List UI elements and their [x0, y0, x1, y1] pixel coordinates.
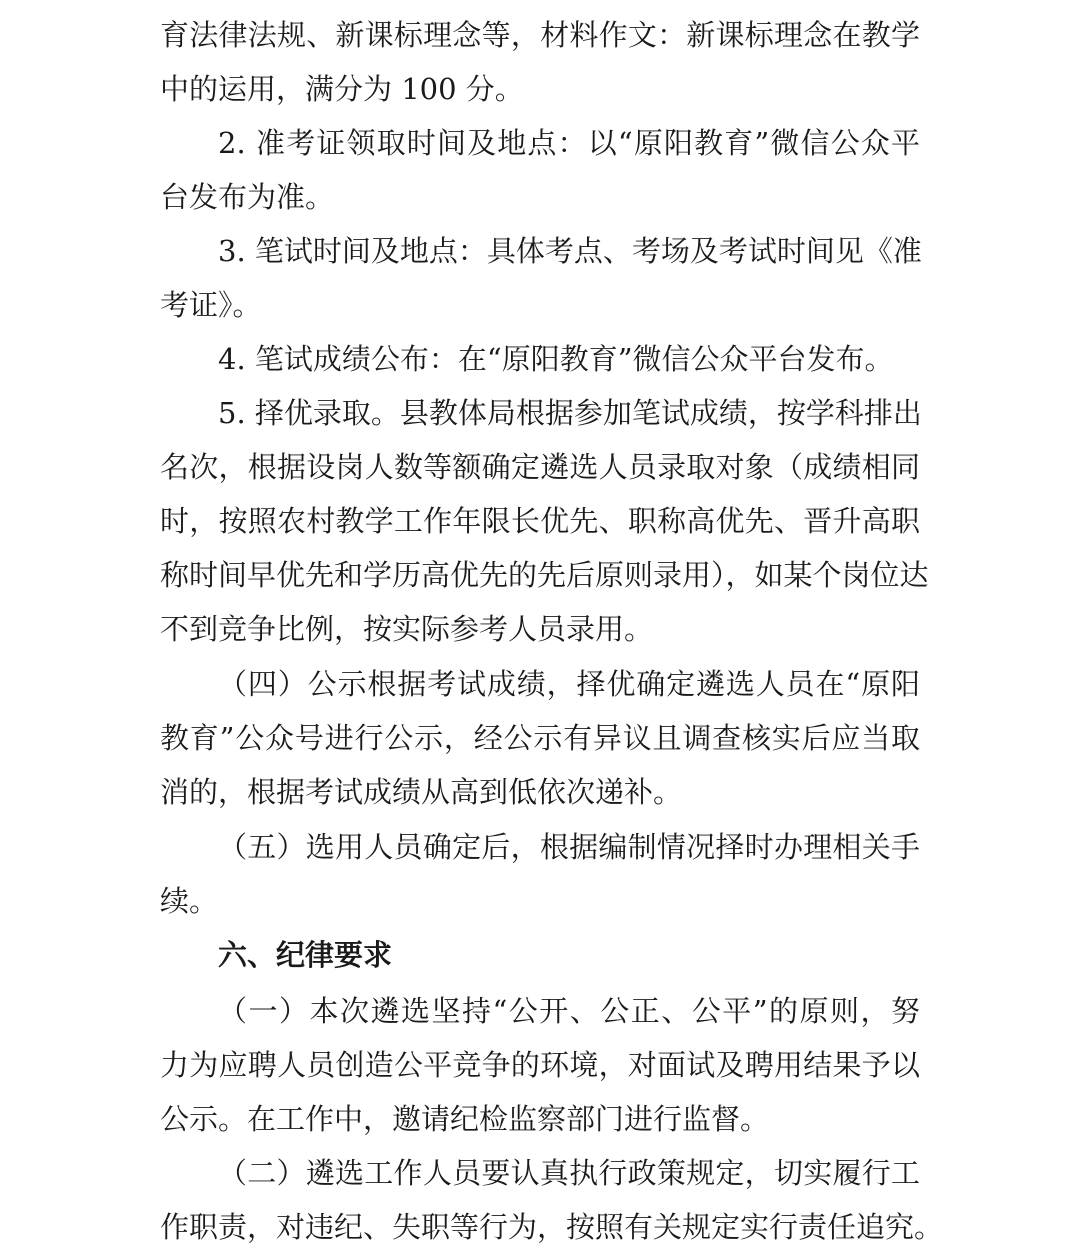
text-line: （一）本次遴选坚持“公开、公正、公平”的原则，努	[218, 994, 920, 1028]
text-line: （四）公示根据考试成绩，择优确定遴选人员在“原阳	[218, 667, 920, 701]
text-line: 消的，根据考试成绩从高到低依次递补。	[160, 775, 683, 809]
text-line: 力为应聘人员创造公平竞争的环境，对面试及聘用结果予以	[160, 1048, 920, 1082]
text-line: 2. 准考证领取时间及地点：以“原阳教育”微信公众平	[218, 126, 920, 160]
text-line: 中的运用，满分为 100 分。	[160, 72, 524, 106]
text-line: （五）选用人员确定后，根据编制情况择时办理相关手	[218, 830, 920, 864]
text-line: 5. 择优录取。县教体局根据参加笔试成绩，按学科排出	[218, 396, 922, 430]
text-line: （二）遴选工作人员要认真执行政策规定，切实履行工	[218, 1156, 920, 1190]
text-line: 考证》。	[160, 288, 262, 322]
text-line: 作职责，对违纪、失职等行为，按照有关规定实行责任追究。	[160, 1210, 944, 1244]
text-line: 台发布为准。	[160, 180, 335, 214]
text-line: 续。	[160, 884, 219, 918]
text-line: 时，按照农村教学工作年限长优先、职称高优先、晋升高职	[160, 504, 920, 538]
text-line: 育法律法规、新课标理念等，材料作文：新课标理念在教学	[160, 18, 920, 52]
text-line: 3. 笔试时间及地点：具体考点、考场及考试时间见《准	[218, 234, 922, 268]
text-line: 教育”公众号进行公示，经公示有异议且调查核实后应当取	[160, 721, 920, 755]
text-line: 公示。在工作中，邀请纪检监察部门进行监督。	[160, 1102, 770, 1136]
text-line: 名次，根据设岗人数等额确定遴选人员录取对象（成绩相同	[160, 450, 920, 484]
text-line: 不到竞争比例，按实际参考人员录用。	[160, 612, 654, 646]
section-heading: 六、纪律要求	[218, 938, 393, 972]
text-line: 称时间早优先和学历高优先的先后原则录用），如某个岗位达	[160, 558, 929, 592]
text-line: 4. 笔试成绩公布：在“原阳教育”微信公众平台发布。	[218, 342, 894, 376]
